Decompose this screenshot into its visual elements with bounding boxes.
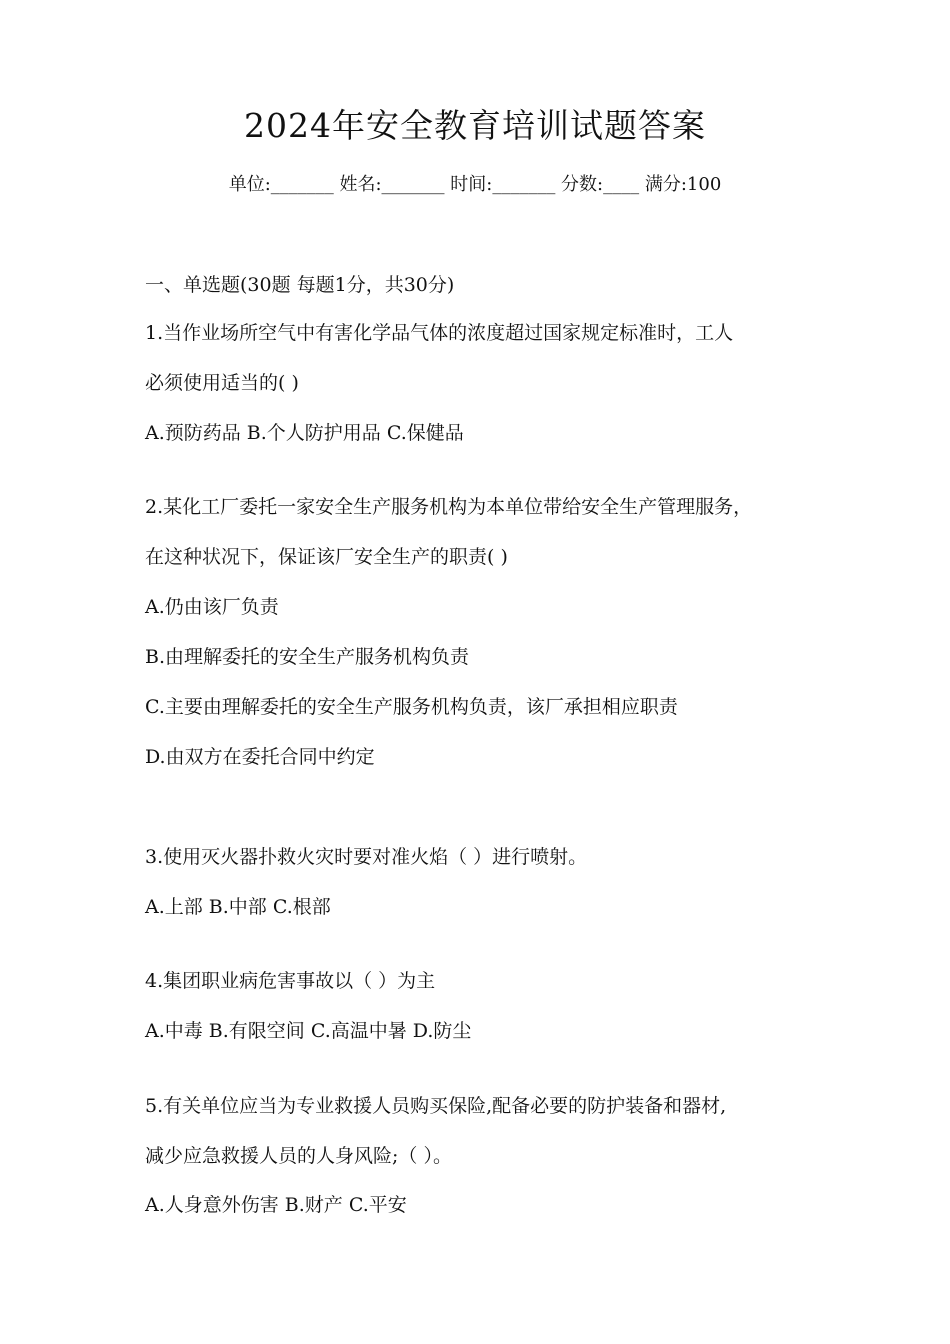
question-2-line-1: 2.某化工厂委托一家安全生产服务机构为本单位带给安全生产管理服务， bbox=[145, 496, 753, 518]
question-2-option-d: D.由双方在委托合同中约定 bbox=[145, 746, 375, 768]
question-2-option-a: A.仍由该厂负责 bbox=[145, 596, 279, 618]
question-1-options: A.预防药品 B.个人防护用品 C.保健品 bbox=[145, 422, 464, 444]
question-4-options: A.中毒 B.有限空间 C.高温中暑 D.防尘 bbox=[145, 1020, 472, 1042]
question-2-option-c: C.主要由理解委托的安全生产服务机构负责，该厂承担相应职责 bbox=[145, 696, 678, 718]
question-2-line-2: 在这种状况下，保证该厂安全生产的职责( ) bbox=[145, 546, 508, 568]
question-3-options: A.上部 B.中部 C.根部 bbox=[145, 896, 331, 918]
question-5-line-1: 5.有关单位应当为专业救援人员购买保险,配备必要的防护装备和器材, bbox=[145, 1095, 727, 1117]
question-3-line-1: 3.使用灭火器扑救火灾时要对准火焰（ ）进行喷射。 bbox=[145, 846, 588, 868]
exam-info-line: 单位:_______ 姓名:_______ 时间:_______ 分数:____ 满分:100 bbox=[228, 174, 722, 195]
question-4-line-1: 4.集团职业病危害事故以（ ）为主 bbox=[145, 970, 436, 992]
question-5-options: A.人身意外伤害 B.财产 C.平安 bbox=[145, 1194, 407, 1216]
question-2-option-b: B.由理解委托的安全生产服务机构负责 bbox=[145, 646, 470, 668]
question-5-line-2: 减少应急救援人员的人身风险;（ ）。 bbox=[145, 1145, 452, 1167]
question-1-line-1: 1.当作业场所空气中有害化学品气体的浓度超过国家规定标准时，工人 bbox=[145, 322, 734, 344]
question-1-line-2: 必须使用适当的( ) bbox=[145, 372, 299, 394]
document-title: 2024年安全教育培训试题答案 bbox=[244, 106, 706, 145]
section-heading: 一、单选题(30题 每题1分，共30分) bbox=[145, 274, 455, 296]
